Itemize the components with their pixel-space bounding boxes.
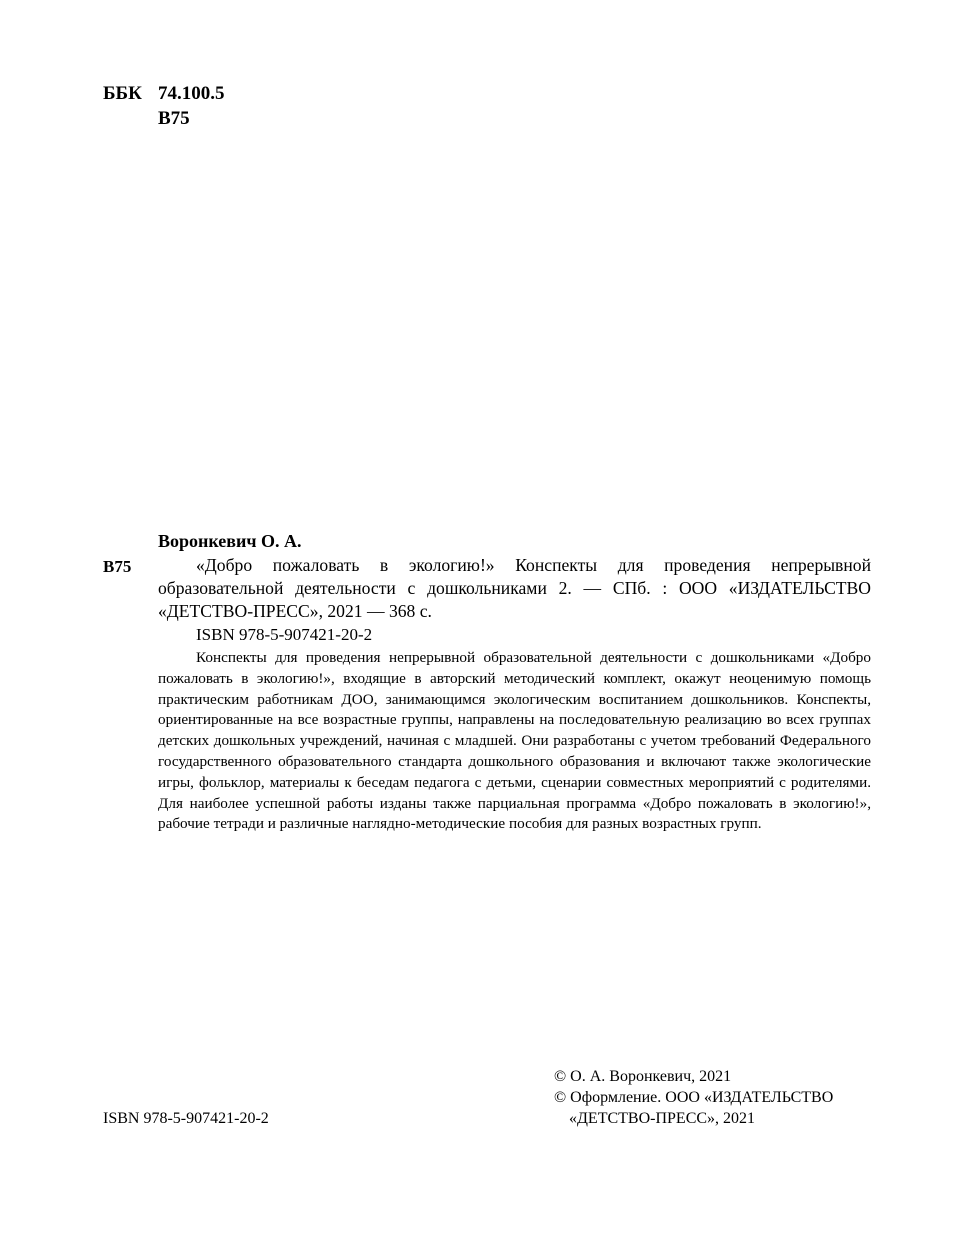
author-index: В75 <box>158 108 190 129</box>
copyright-author: © О. А. Воронкевич, 2021 <box>554 1068 732 1085</box>
copyright-design-line1: © Оформление. ООО «ИЗДАТЕЛЬСТВО <box>554 1089 834 1106</box>
bbk-code: 74.100.5 <box>158 83 225 104</box>
author-name: Воронкевич О. А. <box>158 531 302 551</box>
isbn: ISBN 978-5-907421-20-2 <box>196 625 373 644</box>
bibliographic-description: «Добро пожаловать в экологию!» Конспекты для проведения непрерывной образовательной деятельности с дошкольниками 2. — СПб. : ООО «ИЗДАТЕЛЬСТВО «ДЕТСТВО-ПРЕСС», 2021 — 368 с. <box>158 555 871 621</box>
side-author-index: В75 <box>103 557 132 576</box>
copyright-design-line2: «ДЕТСТВО-ПРЕСС», 2021 <box>569 1110 756 1127</box>
annotation: Конспекты для проведения непрерывной образовательной деятельности с дошкольниками «Добро пожаловать в экологию!», входящие в авторский методический комплект, окажут неоценимую помощь практическим работникам ДОО, занимающимся экологическим воспитанием дошкольников. Конспекты, ориентированные на все возрастные группы, направлены на последовательную реализацию во всех группах детских дошкольных учреждений, начиная с младшей. Они разработаны с учетом требований Федерального государственного образовательного стандарта дошкольного образования и включают также экологические игры, фольклор, материалы к беседам педагога с детьми, сценарии совместных мероприятий с родителями. Для наиболее успешной работы изданы также парциальная программа «Добро пожаловать в экологию!», рабочие тетради и различные наглядно-методические пособия для разных возрастных групп. <box>158 649 871 833</box>
bbk-label: ББК <box>103 83 142 104</box>
isbn-bottom: ISBN 978-5-907421-20-2 <box>103 1110 269 1127</box>
